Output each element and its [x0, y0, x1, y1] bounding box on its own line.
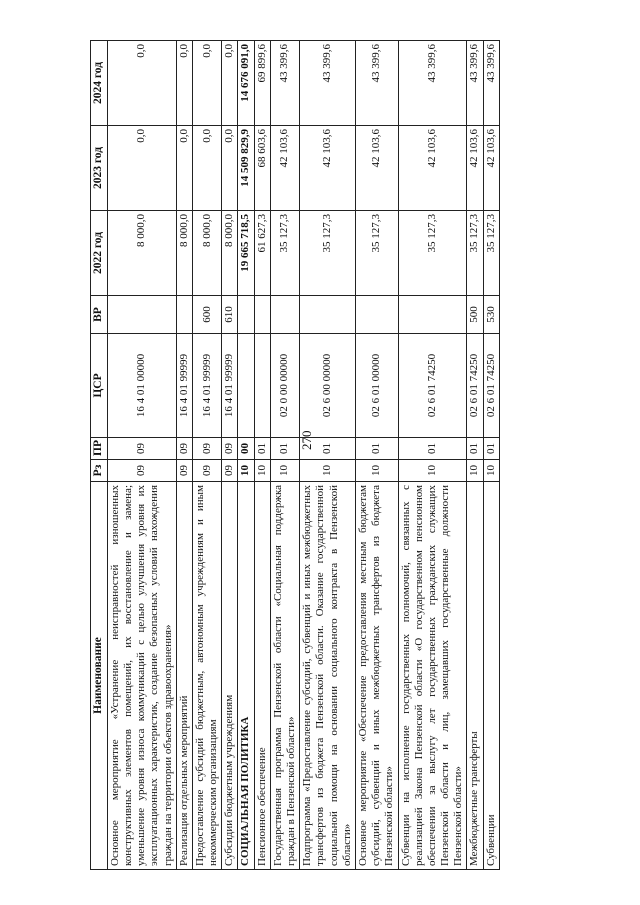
budget-table [90, 40, 500, 870]
cell-pr: 01 [398, 438, 467, 460]
cell-rz: 10 [254, 460, 270, 482]
cell-rz: 10 [238, 460, 254, 482]
cell-name: Пенсионное обеспечение [254, 482, 270, 870]
header-rz: Рз [91, 460, 108, 482]
header-vr: ВР [91, 296, 108, 334]
cell-vr [398, 296, 467, 334]
table-row [300, 41, 356, 870]
cell-csr: 02 0 00 00000 [270, 334, 299, 438]
cell-2022: 35 127,3 [270, 211, 299, 296]
cell-pr: 01 [254, 438, 270, 460]
cell-name: Субсидии бюджетным учреждениям [222, 482, 238, 870]
table-row [398, 41, 467, 870]
cell-vr [355, 296, 398, 334]
table-row [270, 41, 299, 870]
cell-2024: 43 399,6 [483, 41, 499, 126]
cell-pr: 09 [192, 438, 221, 460]
table-row [222, 41, 238, 870]
cell-2023: 0,0 [222, 126, 238, 211]
cell-pr: 01 [300, 438, 356, 460]
cell-name: Межбюджетные трансферты [467, 482, 483, 870]
cell-rz: 10 [398, 460, 467, 482]
cell-name: Основное мероприятие «Обеспечение предоставления местным бюджетам субсидий, субвенций и иных межбюджетных трансфертов из бюджета Пензенской области» [355, 482, 398, 870]
cell-vr [238, 296, 254, 334]
cell-vr [107, 296, 176, 334]
cell-2022: 8 000,0 [192, 211, 221, 296]
page-number-text: 270 [299, 430, 314, 450]
cell-2022: 35 127,3 [300, 211, 356, 296]
cell-2023: 68 603,6 [254, 126, 270, 211]
cell-rz: 09 [192, 460, 221, 482]
table-header-row [91, 41, 108, 870]
cell-2023: 0,0 [107, 126, 176, 211]
cell-name: СОЦИАЛЬНАЯ ПОЛИТИКА [238, 482, 254, 870]
cell-vr [270, 296, 299, 334]
cell-pr: 01 [355, 438, 398, 460]
cell-csr: 02 6 01 74250 [398, 334, 467, 438]
table-row [192, 41, 221, 870]
cell-pr: 09 [222, 438, 238, 460]
header-name: Наименование [91, 482, 108, 870]
cell-2022: 19 665 718,5 [238, 211, 254, 296]
cell-csr: 02 6 01 74250 [467, 334, 483, 438]
cell-rz: 10 [270, 460, 299, 482]
cell-name: Реализация отдельных мероприятий [176, 482, 192, 870]
cell-2023: 42 103,6 [355, 126, 398, 211]
cell-name: Субвенции на исполнение государственных полномочий, связанных с реализацией Закона Пензенской области «О государственном пенсионном обеспечении за выслугу лет государственных гражданских служащих Пензенской области и лиц, замещавших государственные должности Пензенской области» [398, 482, 467, 870]
cell-csr: 16 4 01 99999 [176, 334, 192, 438]
cell-2024: 14 676 091,0 [238, 41, 254, 126]
cell-pr: 01 [270, 438, 299, 460]
cell-csr [238, 334, 254, 438]
cell-vr: 600 [192, 296, 221, 334]
cell-vr: 530 [483, 296, 499, 334]
table-row [483, 41, 499, 870]
cell-csr [254, 334, 270, 438]
cell-2023: 42 103,6 [483, 126, 499, 211]
cell-2022: 35 127,3 [467, 211, 483, 296]
header-2022: 2022 год [91, 211, 108, 296]
cell-2024: 43 399,6 [270, 41, 299, 126]
cell-2024: 0,0 [107, 41, 176, 126]
cell-csr: 02 6 00 00000 [300, 334, 356, 438]
cell-2022: 35 127,3 [483, 211, 499, 296]
cell-2023: 42 103,6 [398, 126, 467, 211]
cell-pr: 09 [107, 438, 176, 460]
cell-2022: 8 000,0 [222, 211, 238, 296]
cell-vr: 610 [222, 296, 238, 334]
cell-2024: 69 899,6 [254, 41, 270, 126]
cell-csr: 16 4 01 99999 [192, 334, 221, 438]
cell-2022: 35 127,3 [355, 211, 398, 296]
cell-2024: 43 399,6 [467, 41, 483, 126]
cell-csr: 02 6 01 74250 [483, 334, 499, 438]
table-row [107, 41, 176, 870]
cell-2024: 0,0 [192, 41, 221, 126]
cell-rz: 10 [355, 460, 398, 482]
table-row [254, 41, 270, 870]
cell-rz: 10 [483, 460, 499, 482]
cell-rz: 10 [300, 460, 356, 482]
cell-pr: 01 [467, 438, 483, 460]
cell-name: Основное мероприятие «Устранение неисправностей изношенных конструктивных элементов помещений, их восстановление и замена; уменьшение уровня износа коммуникаций с целью улучшения уровня их эксплуатационных характеристик, создание безопасных условий нахождения граждан на территории объектов здравоохранения» [107, 482, 176, 870]
cell-rz: 09 [107, 460, 176, 482]
cell-2024: 43 399,6 [355, 41, 398, 126]
budget-table-container [90, 40, 550, 870]
cell-2023: 0,0 [192, 126, 221, 211]
cell-2024: 43 399,6 [300, 41, 356, 126]
cell-2023: 42 103,6 [300, 126, 356, 211]
cell-vr: 500 [467, 296, 483, 334]
cell-2022: 8 000,0 [176, 211, 192, 296]
cell-2024: 0,0 [176, 41, 192, 126]
cell-csr: 16 4 01 99999 [222, 334, 238, 438]
cell-pr: 01 [483, 438, 499, 460]
cell-vr [176, 296, 192, 334]
cell-csr: 16 4 01 00000 [107, 334, 176, 438]
cell-2023: 42 103,6 [467, 126, 483, 211]
cell-2023: 0,0 [176, 126, 192, 211]
cell-2022: 61 627,3 [254, 211, 270, 296]
cell-csr: 02 6 01 00000 [355, 334, 398, 438]
cell-name: Субвенции [483, 482, 499, 870]
cell-2024: 0,0 [222, 41, 238, 126]
cell-vr [254, 296, 270, 334]
cell-rz: 09 [222, 460, 238, 482]
cell-rz: 10 [467, 460, 483, 482]
cell-vr [300, 296, 356, 334]
header-2023: 2023 год [91, 126, 108, 211]
header-2024: 2024 год [91, 41, 108, 126]
table-row [176, 41, 192, 870]
table-row [355, 41, 398, 870]
cell-rz: 09 [176, 460, 192, 482]
cell-pr: 09 [176, 438, 192, 460]
cell-2022: 35 127,3 [398, 211, 467, 296]
cell-2023: 14 509 829,9 [238, 126, 254, 211]
header-pr: ПР [91, 438, 108, 460]
cell-name: Государственная программа Пензенской области «Социальная поддержка граждан в Пензенской области» [270, 482, 299, 870]
cell-2023: 42 103,6 [270, 126, 299, 211]
cell-name: Предоставление субсидий бюджетным, автономным учреждениям и иным некоммерческим организациям [192, 482, 221, 870]
table-row [238, 41, 254, 870]
cell-2022: 8 000,0 [107, 211, 176, 296]
cell-name: Подпрограмма «Предоставление субсидий, субвенций и иных межбюджетных трансфертов из бюджета Пензенской области. Оказание государственной социальной помощи на основании социального контракта в Пензенской области» [300, 482, 356, 870]
cell-2024: 43 399,6 [398, 41, 467, 126]
table-row [467, 41, 483, 870]
header-csr: ЦСР [91, 334, 108, 438]
cell-pr: 00 [238, 438, 254, 460]
